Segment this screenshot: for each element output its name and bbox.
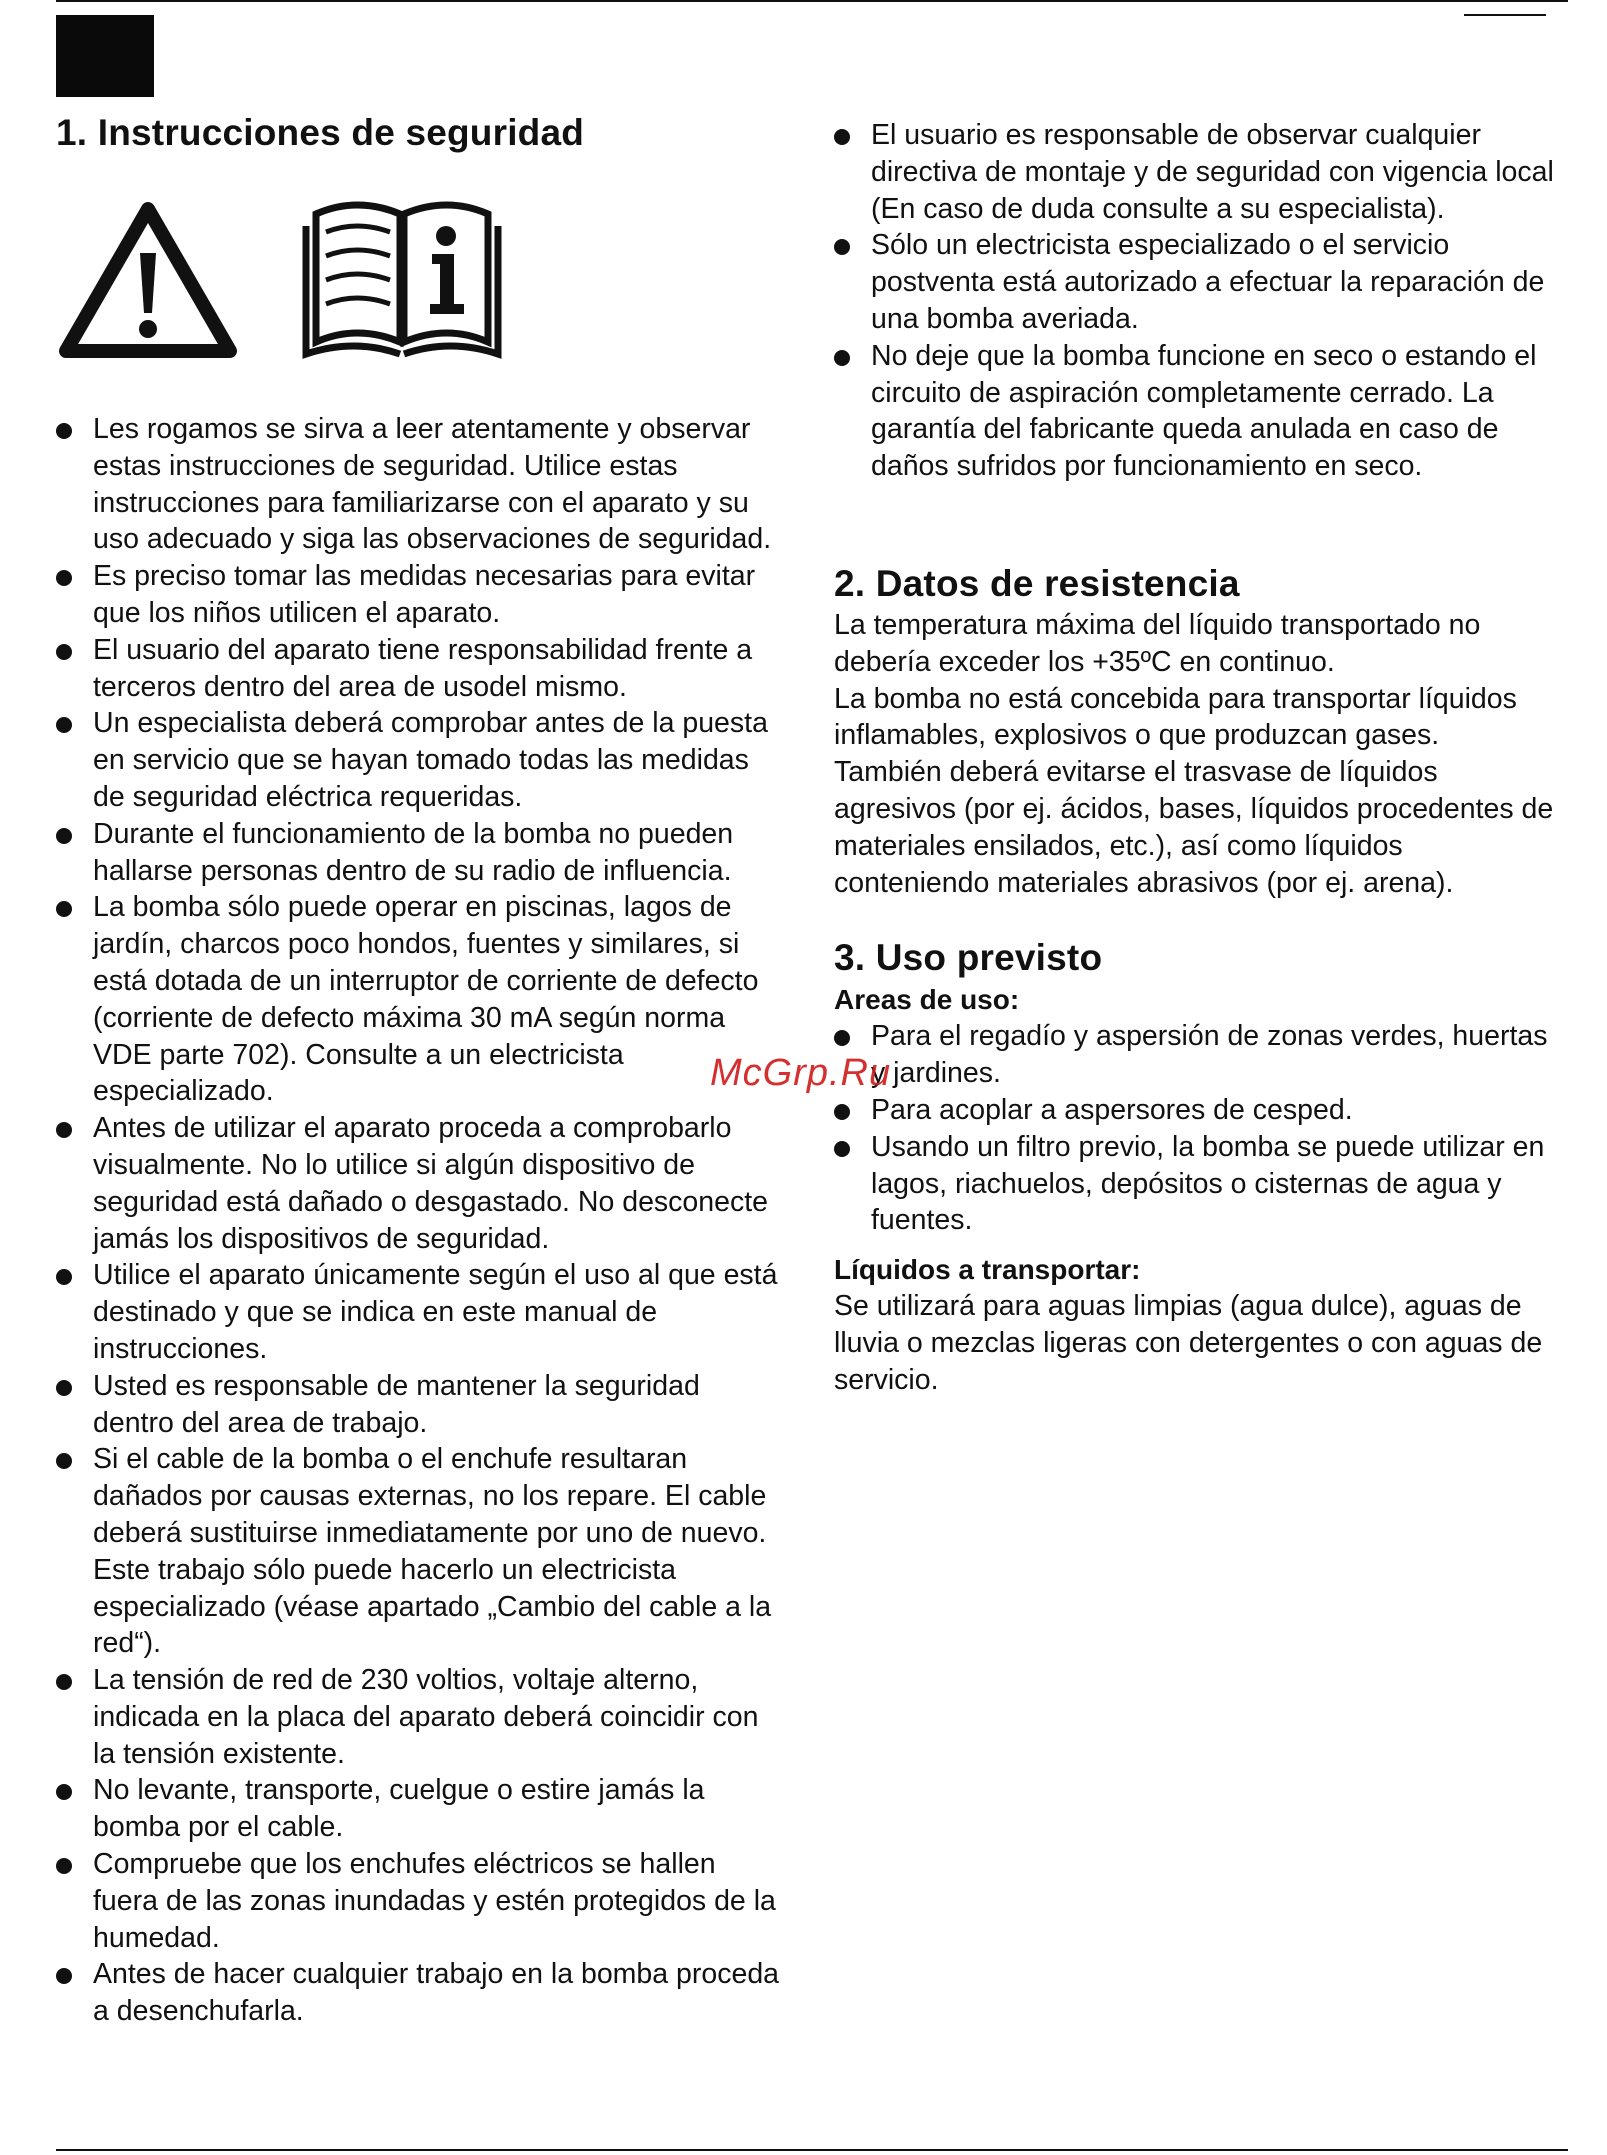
section3-heading: 3. Uso previsto: [834, 937, 1103, 979]
safety-icons: [56, 156, 786, 351]
list-item: La bomba sólo puede operar en piscinas, lagos de jardín, charcos poco hondos, fuentes y similares, si está dotada de un interruptor de corriente de defecto (corriente de defecto máxima 30 mA según norma VDE parte 702). Consulte a un electricista especializado.: [56, 889, 786, 1110]
list-item: La tensión de red de 230 voltios, voltaje alterno, indicada en la placa del aparato deberá coincidir con la tensión existente.: [56, 1662, 786, 1772]
list-item: Les rogamos se sirva a leer atentamente y observar estas instrucciones de seguridad. Utilice estas instrucciones para familiarizarse con el aparato y su uso adecuado y siga las observaciones de seguridad.: [56, 411, 786, 558]
liquids-heading: Líquidos a transportar:: [834, 1254, 1141, 1286]
resistance-paragraph: También deberá evitarse el trasvase de líquidos agresivos (por ej. ácidos, bases, líquidos procedentes de materiales ensilados, etc.), así como líquidos conteniendo materiales abrasivos (por ej. arena).: [834, 756, 1554, 899]
areas-bullet-list: [834, 1018, 1564, 1239]
list-item: Antes de hacer cualquier trabajo en la bomba proceda a desenchufarla.: [56, 1956, 786, 2030]
list-item: El usuario del aparato tiene responsabilidad frente a terceros dentro del area de usodel mismo.: [56, 632, 786, 706]
list-item: Sólo un electricista especializado o el servicio postventa está autorizado a efectuar la reparación de una bomba averiada.: [834, 227, 1564, 337]
list-item: Es preciso tomar las medidas necesarias para evitar que los niños utilicen el aparato.: [56, 558, 786, 632]
list-item: Durante el funcionamiento de la bomba no pueden hallarse personas dentro de su radio de influencia.: [56, 816, 786, 890]
right-column: [834, 117, 1564, 1399]
top-rule: [56, 0, 1568, 2]
safety-bullet-list: [56, 411, 786, 2030]
list-item: Un especialista deberá comprobar antes de la puesta en servicio que se hayan tomado todas las medidas de seguridad eléctrica requeridas.: [56, 705, 786, 815]
section-marker-box: [56, 15, 154, 97]
list-item: Antes de utilizar el aparato proceda a comprobarlo visualmente. No lo utilice si algún dispositivo de seguridad está dañado o desgastado. No desconecte jamás los dispositivos de seguridad.: [56, 1110, 786, 1257]
bottom-rule: [56, 2149, 1568, 2151]
watermark: McGrp.Ru: [710, 1052, 892, 1094]
section1-heading: 1. Instrucciones de seguridad: [56, 112, 585, 153]
list-item: Usted es responsable de mantener la seguridad dentro del area de trabajo.: [56, 1368, 786, 1442]
list-item: Compruebe que los enchufes eléctricos se hallen fuera de las zonas inundadas y estén protegidos de la humedad.: [56, 1846, 786, 1956]
list-item: Usando un filtro previo, la bomba se puede utilizar en lagos, riachuelos, depósitos o cisternas de agua y fuentes.: [834, 1129, 1564, 1239]
liquids-paragraph: Se utilizará para aguas limpias (agua dulce), aguas de lluvia o mezclas ligeras con detergentes o con aguas de servicio.: [834, 1290, 1543, 1396]
list-item: No levante, transporte, cuelgue o estire jamás la bomba por el cable.: [56, 1772, 786, 1846]
info-book-icon: [302, 192, 502, 362]
section2-heading: 2. Datos de resistencia: [834, 562, 1240, 604]
resistance-paragraph: La temperatura máxima del líquido transportado no debería exceder los +35ºC en continuo.: [834, 608, 1481, 678]
list-item: Para el regadío y aspersión de zonas verdes, huertas y jardines.: [834, 1018, 1564, 1092]
list-item: Si el cable de la bomba o el enchufe resultaran dañados por causas externas, no los repare. El cable deberá sustituirse inmediatamente por uno de nuevo. Este trabajo sólo puede hacerlo un electricista especializado (véase apartado „Cambio del cable a la red“).: [56, 1441, 786, 1662]
areas-heading: Areas de uso:: [834, 984, 1020, 1016]
warning-triangle-icon: [58, 201, 238, 361]
resistance-paragraph: La bomba no está concebida para transportar líquidos inflamables, explosivos o que produzcan gases.: [834, 682, 1517, 752]
safety-bullet-list-continued: [834, 117, 1564, 485]
top-short-rule: [1464, 14, 1546, 16]
list-item: Utilice el aparato únicamente según el uso al que está destinado y que se indica en este manual de instrucciones.: [56, 1257, 786, 1367]
list-item: No deje que la bomba funcione en seco o estando el circuito de aspiración completamente cerrado. La garantía del fabricante queda anulada en caso de daños sufridos por funcionamiento en seco.: [834, 338, 1564, 485]
list-item: El usuario es responsable de observar cualquier directiva de montaje y de seguridad con vigencia local (En caso de duda consulte a su especialista).: [834, 117, 1564, 227]
list-item: Para acoplar a aspersores de cesped.: [834, 1092, 1564, 1129]
left-column: [56, 110, 786, 2030]
